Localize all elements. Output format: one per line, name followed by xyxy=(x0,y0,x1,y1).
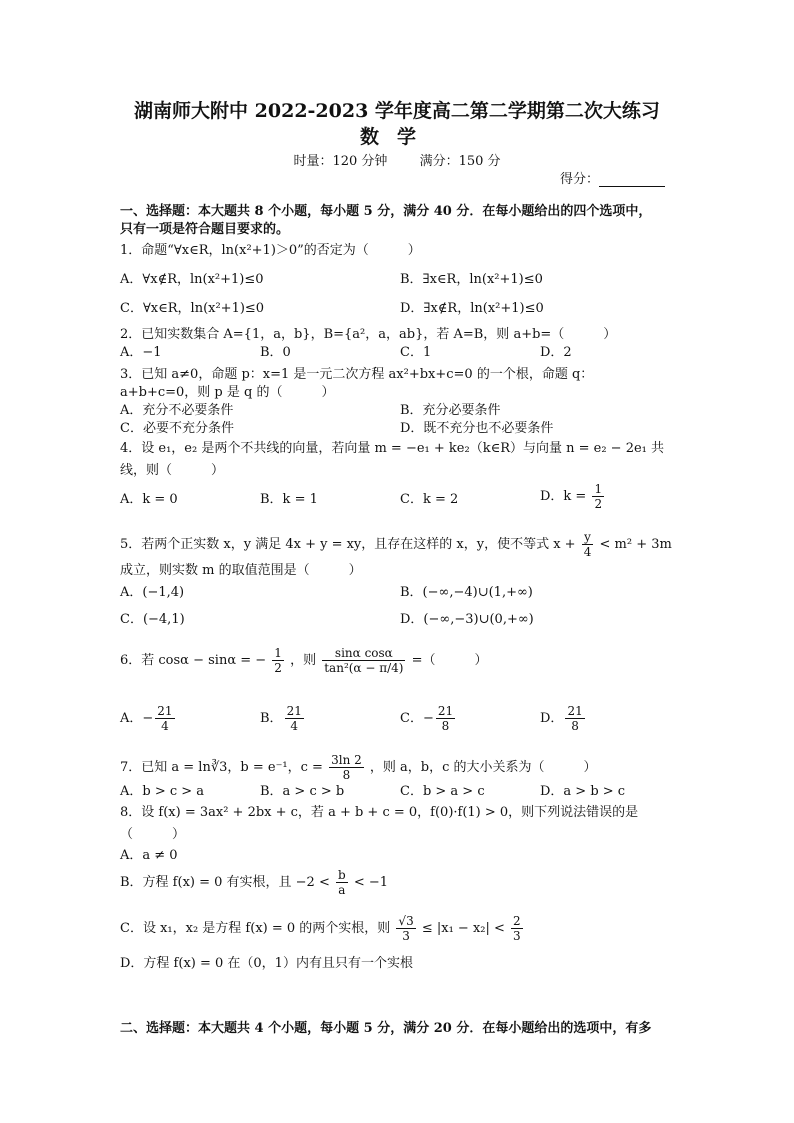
q6-option-c-fraction xyxy=(436,704,455,733)
q6-option-c[interactable] xyxy=(400,704,457,733)
fraction-denominator: 4 xyxy=(290,719,299,733)
q2-option-c[interactable]: C．1 xyxy=(400,345,432,360)
fraction-denominator: 2 xyxy=(594,497,603,511)
q6-option-d-prefix: D． xyxy=(540,711,564,726)
fraction-denominator: 3 xyxy=(402,929,410,943)
q4-stem-line2: 线，则（ ） xyxy=(120,463,225,478)
fraction-denominator: 3 xyxy=(513,929,521,943)
q3-stem-line1: 3．已知 a≠0，命题 p：x=1 是一元二次方程 ax²+bx+c=0 的一个根，命题 q： xyxy=(120,367,594,382)
q5-stem-text-b: < m² + 3m xyxy=(599,537,672,552)
q5-option-d[interactable]: D．(−∞,−3)∪(0,+∞) xyxy=(400,612,534,627)
subject-title: 数学 xyxy=(359,126,434,148)
fraction-numerator: 3ln 2 xyxy=(331,753,362,767)
section1-heading-line2: 只有一项是符合题目要求的。 xyxy=(120,222,290,237)
fraction-numerator: 21 xyxy=(286,704,302,718)
fraction-denominator: 4 xyxy=(161,719,169,733)
q3-option-c[interactable]: C．必要不充分条件 xyxy=(120,421,234,436)
q5-option-b[interactable]: B．(−∞,−4)∪(1,+∞) xyxy=(400,585,533,600)
q6-option-c-prefix: C．− xyxy=(400,711,434,726)
fraction-numerator: b xyxy=(338,868,346,882)
fraction-numerator: 21 xyxy=(567,704,583,718)
fraction-numerator: 2 xyxy=(513,914,521,928)
q4-option-b[interactable]: B．k = 1 xyxy=(260,492,318,507)
q7-option-d[interactable]: D．a > b > c xyxy=(540,784,626,799)
q4-option-d-prefix: D．k = xyxy=(540,489,587,504)
q5-option-c[interactable]: C．(−4,1) xyxy=(120,612,185,627)
q2-stem: 2．已知实数集合 A={1，a，b}，B={a²，a，ab}，若 A=B，则 a+b=（ ） xyxy=(120,327,617,342)
q8-option-c-fraction-2 xyxy=(511,914,523,943)
q5-stem-text-a: 5．若两个正实数 x，y 满足 4x + y = xy，且存在这样的 x，y，使不等式 x + xyxy=(120,537,576,552)
q1-option-c[interactable]: C．∀x∈R，ln(x²+1)≤0 xyxy=(120,301,265,316)
q8-option-b[interactable] xyxy=(120,868,388,897)
q8-option-d[interactable]: D．方程 f(x) = 0 在（0，1）内有且只有一个实根 xyxy=(120,956,413,971)
q6-stem-fraction-1 xyxy=(272,646,284,675)
q8-option-b-fraction xyxy=(336,868,348,897)
score-blank[interactable] xyxy=(599,174,665,187)
fraction-numerator: 21 xyxy=(437,704,454,718)
q7-stem xyxy=(120,753,597,782)
section1-heading-line1: 一、选择题：本大题共 8 个小题，每小题 5 分，满分 40 分．在每小题给出的四个选项中， xyxy=(120,204,652,219)
time-limit: 时量：120 分钟 xyxy=(293,154,388,169)
fraction-denominator: 2 xyxy=(274,661,282,675)
q2-option-a[interactable]: A．−1 xyxy=(120,345,162,360)
section2-heading: 二、选择题：本大题共 4 个小题，每小题 5 分，满分 20 分．在每小题给出的选项中，有多 xyxy=(120,1021,652,1036)
q3-option-b[interactable]: B．充分必要条件 xyxy=(400,403,501,418)
q7-option-c[interactable]: C．b > a > c xyxy=(400,784,485,799)
exam-meta xyxy=(0,150,794,169)
fraction-numerator: √3 xyxy=(398,914,414,928)
q6-option-b[interactable] xyxy=(260,704,306,733)
q1-stem: 1．命题“∀x∈R，ln(x²+1)＞0”的否定为（ ） xyxy=(120,243,421,258)
q1-option-b[interactable]: B．∃x∈R，ln(x²+1)≤0 xyxy=(400,272,543,287)
q6-stem xyxy=(120,646,488,675)
q7-option-b[interactable]: B．a > c > b xyxy=(260,784,345,799)
q5-stem-fraction xyxy=(582,530,594,559)
q5-stem-line1 xyxy=(120,530,672,559)
full-score: 满分：150 分 xyxy=(419,154,501,169)
q1-option-a[interactable]: A．∀x∉R，ln(x²+1)≤0 xyxy=(120,272,264,287)
fraction-numerator: sinα cosα xyxy=(322,646,405,661)
fraction-numerator: 21 xyxy=(157,704,173,718)
fraction-denominator: 4 xyxy=(583,545,592,559)
q7-stem-text-b: ，则 a，b，c 的大小关系为（ ） xyxy=(369,760,597,775)
q8-option-b-text-a: B．方程 f(x) = 0 有实根，且 −2 < xyxy=(120,875,330,890)
fraction-denominator: 8 xyxy=(571,719,579,733)
q6-option-a-prefix: A．− xyxy=(120,711,154,726)
exam-title: 湖南师大附中 2022-2023 学年度高二第二学期第二次大练习 xyxy=(134,100,660,122)
q2-option-b[interactable]: B．0 xyxy=(260,345,291,360)
q6-stem-text-c: =（ ） xyxy=(411,653,488,668)
q5-stem-line2: 成立，则实数 m 的取值范围是（ ） xyxy=(120,563,362,578)
q7-option-a[interactable]: A．b > c > a xyxy=(120,784,205,799)
q6-option-a[interactable] xyxy=(120,704,177,733)
q8-stem-line2: （ ） xyxy=(120,827,186,842)
q6-stem-text-b: ，则 xyxy=(290,653,317,668)
q6-stem-text-a: 6．若 cosα − sinα = − xyxy=(120,653,267,668)
q6-stem-fraction-2 xyxy=(322,646,405,675)
q5-option-a[interactable]: A．(−1,4) xyxy=(120,585,185,600)
q1-option-d[interactable]: D．∃x∉R，ln(x²+1)≤0 xyxy=(400,301,544,316)
q4-option-d[interactable] xyxy=(540,482,606,511)
q4-stem-line1: 4．设 e₁，e₂ 是两个不共线的向量，若向量 m = −e₁ + ke₂（k∈R）与向量 n = e₂ − 2e₁ 共 xyxy=(120,441,665,456)
q6-option-b-prefix: B． xyxy=(260,711,283,726)
q8-stem-line1: 8．设 f(x) = 3ax² + 2bx + c，若 a + b + c = 0，f(0)·f(1) > 0，则下列说法错误的是 xyxy=(120,805,639,820)
fraction-denominator: 8 xyxy=(342,768,351,782)
q7-stem-fraction xyxy=(329,753,364,782)
fraction-denominator: tan²(α − π/4) xyxy=(324,661,404,675)
q3-option-d[interactable]: D．既不充分也不必要条件 xyxy=(400,421,554,436)
fraction-denominator: 8 xyxy=(441,719,450,733)
q6-option-a-fraction xyxy=(155,704,174,733)
fraction-numerator: y xyxy=(582,530,594,545)
q6-option-d-fraction xyxy=(565,704,584,733)
q4-option-a[interactable]: A．k = 0 xyxy=(120,492,178,507)
q2-option-d[interactable]: D．2 xyxy=(540,345,572,360)
fraction-numerator: 1 xyxy=(594,482,603,496)
fraction-numerator: 1 xyxy=(274,646,282,660)
q4-option-c[interactable]: C．k = 2 xyxy=(400,492,459,507)
fraction-denominator: a xyxy=(338,883,346,897)
q7-stem-text-a: 7．已知 a = ln∛3，b = e⁻¹，c = xyxy=(120,760,323,775)
q6-option-d[interactable] xyxy=(540,704,587,733)
q8-option-c-text-a: C．设 x₁，x₂ 是方程 f(x) = 0 的两个实根，则 xyxy=(120,921,391,936)
q8-option-a[interactable]: A．a ≠ 0 xyxy=(120,848,178,863)
q8-option-c-fraction-1 xyxy=(396,914,415,943)
q3-option-a[interactable]: A．充分不必要条件 xyxy=(120,403,234,418)
q8-option-c-text-b: ≤ |x₁ − x₂| < xyxy=(421,921,505,936)
q6-option-b-fraction xyxy=(285,704,304,733)
q4-option-d-fraction xyxy=(592,482,604,511)
score-label: 得分： xyxy=(560,172,600,187)
q3-stem-line2: a+b+c=0，则 p 是 q 的（ ） xyxy=(120,385,335,400)
q8-option-b-text-b: < −1 xyxy=(353,875,389,890)
score-field xyxy=(560,168,665,187)
q8-option-c[interactable] xyxy=(120,914,525,943)
